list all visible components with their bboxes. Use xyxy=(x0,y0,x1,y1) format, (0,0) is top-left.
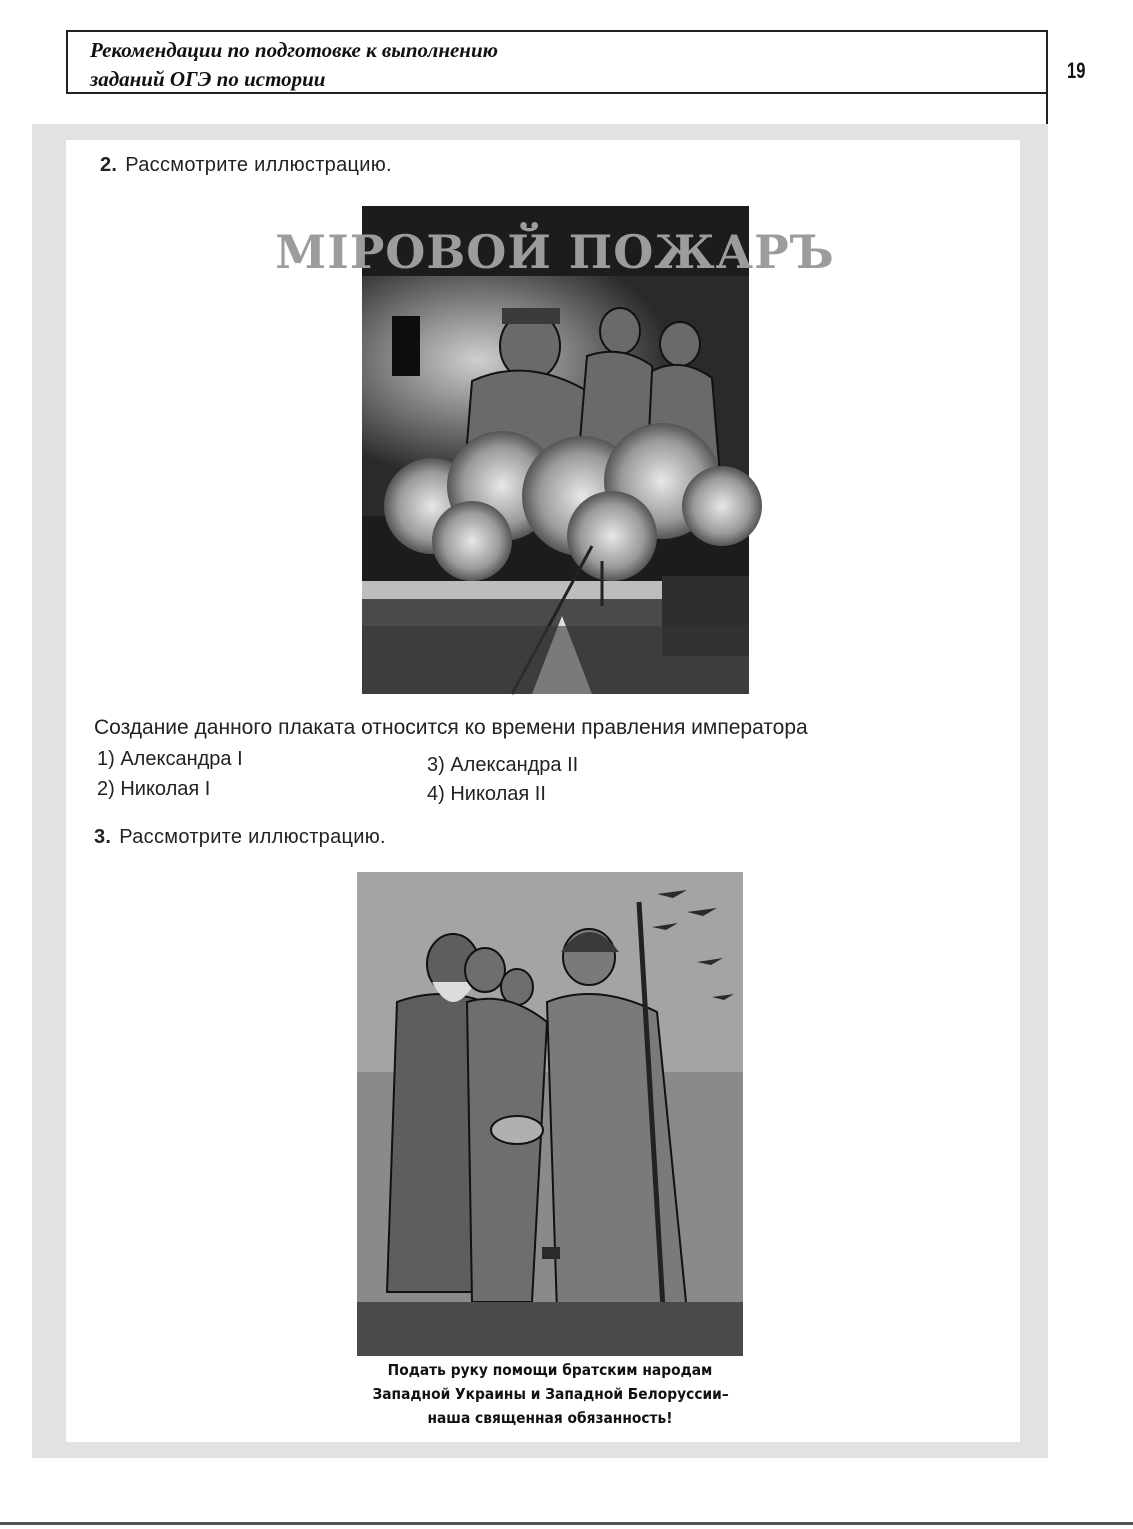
question-2-option-4: 4) Николая II xyxy=(427,783,546,805)
question-2-stem: Создание данного плаката относится ко времени правления императора xyxy=(94,716,808,739)
poster-caption-line-3: наша священная обязанность! xyxy=(427,1409,673,1427)
poster-helping-hand xyxy=(357,872,743,1356)
page-number: 19 xyxy=(1067,58,1086,83)
header-title-line-2: заданий ОГЭ по истории xyxy=(90,67,326,91)
question-2-prompt: Рассмотрите иллюстрацию. xyxy=(125,154,392,176)
question-2-option-2: 2) Николая I xyxy=(97,778,211,800)
header-title-line-1: Рекомендации по подготовке к выполнению xyxy=(90,38,498,62)
question-2-option-3: 3) Александра II xyxy=(427,754,579,776)
poster-caption-line-2: Западной Украины и Западной Белоруссии– xyxy=(372,1385,729,1403)
poster-world-fire xyxy=(275,206,835,694)
question-2-number: 2. xyxy=(100,154,118,176)
question-2-heading xyxy=(100,154,392,177)
question-3-heading xyxy=(94,826,386,849)
poster-caption-line-1: Подать руку помощи братским народам xyxy=(387,1361,713,1379)
poster-caption xyxy=(372,1358,727,1430)
header-vertical-rule xyxy=(1046,30,1048,134)
question-3-prompt: Рассмотрите иллюстрацию. xyxy=(119,826,386,848)
poster-title: МIРОВОЙ ПОЖАРЪ xyxy=(275,225,835,279)
header-box xyxy=(66,30,1046,94)
question-3-number: 3. xyxy=(94,826,112,848)
question-2-option-1: 1) Александра I xyxy=(97,748,243,770)
header-title xyxy=(90,36,498,94)
bottom-rule xyxy=(0,1522,1133,1525)
